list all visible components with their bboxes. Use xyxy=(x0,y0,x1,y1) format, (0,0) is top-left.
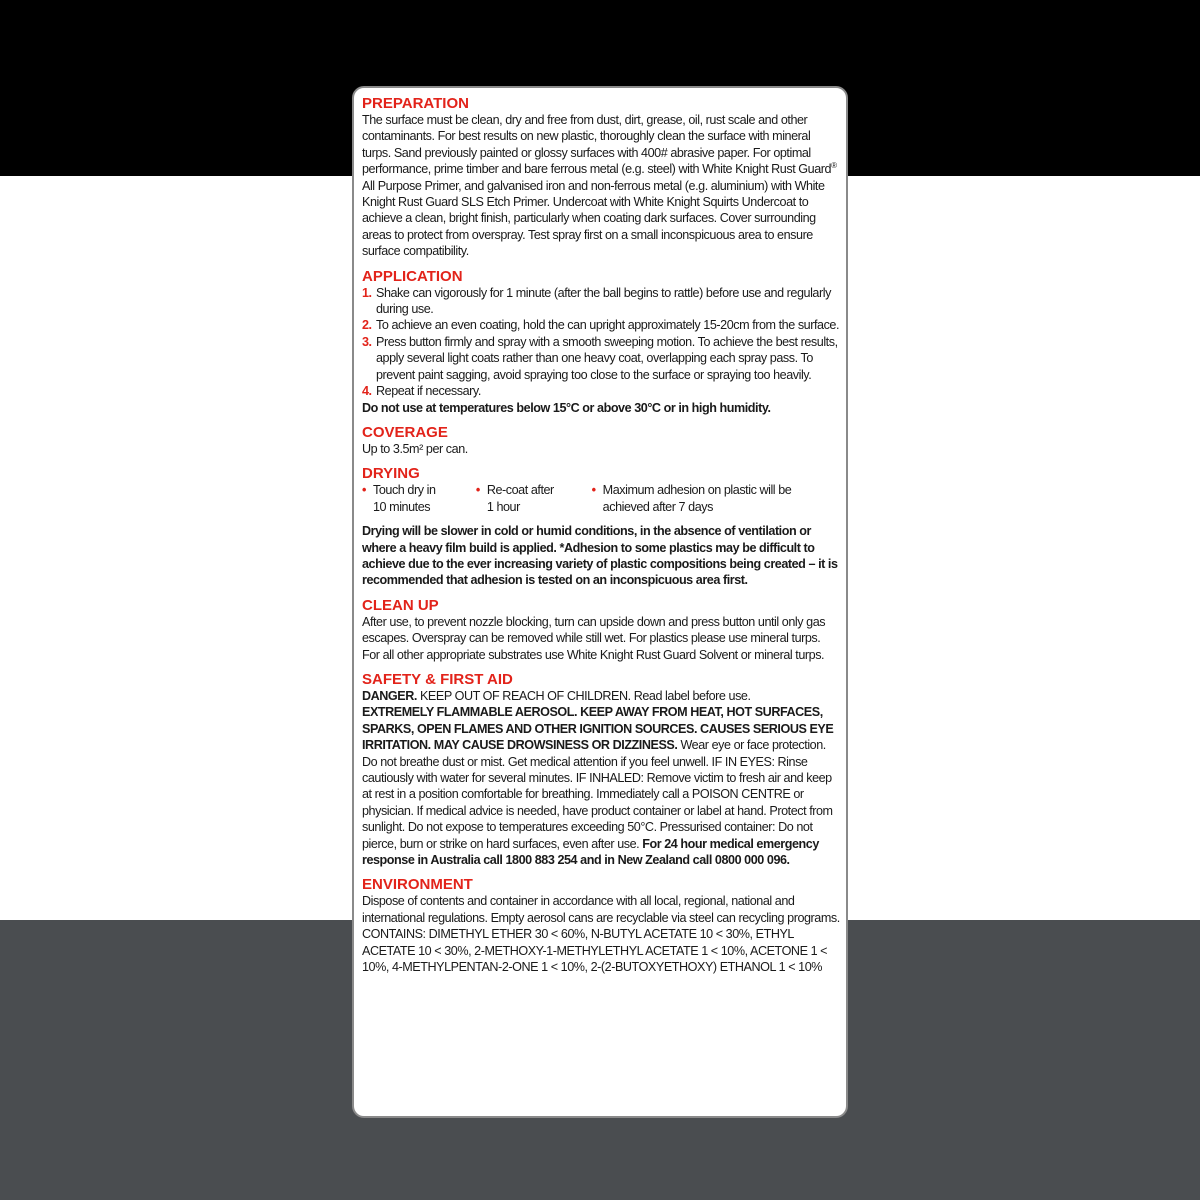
coverage-section xyxy=(362,425,840,457)
spacer xyxy=(362,515,840,523)
safety-section xyxy=(362,672,840,868)
drying-item-line: achieved after 7 days xyxy=(602,499,713,514)
preparation-heading: PREPARATION xyxy=(362,95,469,112)
drying-item-recoat xyxy=(476,482,592,515)
application-step xyxy=(362,383,840,399)
coverage-heading: COVERAGE xyxy=(362,423,448,441)
registered-mark: ® xyxy=(831,161,837,171)
environment-section xyxy=(362,877,840,975)
step-number: 1. xyxy=(362,285,372,300)
environment-heading: ENVIRONMENT xyxy=(362,876,473,894)
step-number: 3. xyxy=(362,334,372,349)
application-heading: APPLICATION xyxy=(362,267,463,285)
drying-item-line: Maximum adhesion on plastic will be xyxy=(602,483,792,498)
step-text: Repeat if necessary. xyxy=(376,384,481,399)
clean-up-heading: CLEAN UP xyxy=(362,596,439,614)
bullet-icon: • xyxy=(362,483,366,498)
application-step xyxy=(362,285,840,318)
drying-times xyxy=(362,482,840,515)
preparation-text-part-2: All Purpose Primer, and galvanised iron and non-ferrous metal (e.g. aluminium) with White Knight Rust Guard SLS Etch Primer. Undercoat with White Knight Squirts Undercoat to achieve a clean, bright finish, particularly when coating dark surfaces. Cover surrounding areas to protect from overspray. Test spray first on a small inconspicuous area to ensure surface compatibility. xyxy=(362,178,825,259)
application-steps xyxy=(362,285,840,400)
drying-item-line: Touch dry in xyxy=(373,483,436,498)
step-text: Press button firmly and spray with a smooth sweeping motion. To achieve the best results, apply several light coats rather than one heavy coat, overlapping each spray pass. To prevent paint sagging, avoid spraying too close to the surface or spraying too heavily. xyxy=(376,334,838,382)
bullet-icon: • xyxy=(475,483,480,498)
step-text: Shake can vigorously for 1 minute (after the ball begins to rattle) before use and regularly during use. xyxy=(376,285,831,317)
application-step xyxy=(362,317,840,333)
safety-heading: SAFETY & FIRST AID xyxy=(362,670,513,688)
precaution-text: Wear eye or face protection. Do not breathe dust or mist. Get medical attention if you feel unwell. IF IN EYES: Rinse cautiously with water for several minutes. IF INHALED: Remove victim to fresh air and keep at rest in a position comfortable for breathing. Immediately call a POISON CENTRE or physician. If medical advice is needed, have product container or label at hand. Protect from sunlight. Do not expose to temperatures exceeding 50°C. Pressurised container: Do not pierce, burn or strike on hard surfaces, even after use. xyxy=(362,738,833,851)
application-step xyxy=(362,334,840,383)
bullet-icon: • xyxy=(591,483,596,498)
danger-signal-word: DANGER. xyxy=(362,688,417,703)
product-label-panel xyxy=(352,86,848,1118)
drying-heading: DRYING xyxy=(362,465,420,483)
application-section xyxy=(362,269,840,416)
drying-item-line: 1 hour xyxy=(486,499,520,514)
preparation-section xyxy=(362,96,840,260)
drying-item-max-adhesion xyxy=(592,482,840,515)
coverage-text: Up to 3.5m² per can. xyxy=(362,441,468,456)
keep-out-text: KEEP OUT OF REACH OF CHILDREN. Read label before use. xyxy=(416,688,751,703)
drying-item-line: 10 minutes xyxy=(373,499,431,514)
drying-item-touch-dry xyxy=(362,482,476,515)
step-number: 4. xyxy=(362,384,372,399)
drying-section xyxy=(362,466,840,588)
step-text: To achieve an even coating, hold the can upright approximately 15-20cm from the surface. xyxy=(376,318,840,333)
clean-up-text: After use, to prevent nozzle blocking, turn can upside down and press button until only gas escapes. Overspray can be removed while still wet. For plastics please use mineral turps. For all other appropriate substrates use White Knight Rust Guard Solvent or mineral turps. xyxy=(362,614,826,662)
environment-text: Dispose of contents and container in accordance with all local, regional, national and international regulations. Empty aerosol cans are recyclable via steel can recycling programs. xyxy=(362,894,840,925)
ingredients-text: CONTAINS: DIMETHYL ETHER 30 < 60%, N-BUTYL ACETATE 10 < 30%, ETHYL ACETATE 10 < 30%, 2-METHOXY-1-METHYLETHYL ACETATE 1 < 10%, ACETONE 1 < 10%, 4-METHYLPENTAN-2-ONE 1 < 10%, 2-(2-BUTOXYETHOXY) ETHANOL 1 < 10% xyxy=(362,927,828,975)
drying-note: Drying will be slower in cold or humid conditions, in the absence of ventilation or where a heavy film build is applied. *Adhesion to some plastics may be difficult to achieve due to the ever increasing variety of plastic compositions being created – it is recommended that adhesion is tested on an inconspicuous area first. xyxy=(362,524,838,588)
clean-up-section xyxy=(362,598,840,663)
preparation-text-part-1: The surface must be clean, dry and free from dust, dirt, grease, oil, rust scale and other contaminants. For best results on new plastic, thoroughly clean the surface with mineral turps. Sand previously painted or glossy surfaces with 400# abrasive paper. For optimal performance, prime timber and bare ferrous metal (e.g. steel) with White Knight Rust Guard xyxy=(362,113,832,177)
preparation-text xyxy=(362,112,840,260)
step-number: 2. xyxy=(362,318,372,333)
drying-item-line: Re-coat after xyxy=(486,483,554,498)
temperature-warning: Do not use at temperatures below 15°C or above 30°C or in high humidity. xyxy=(362,400,771,415)
hazard-statements: EXTREMELY FLAMMABLE AEROSOL. KEEP AWAY FROM HEAT, HOT SURFACES, SPARKS, OPEN FLAMES AND OTHER IGNITION SOURCES. CAUSES SERIOUS EYE IRRITATION. MAY CAUSE DROWSINESS OR DIZZINESS. xyxy=(362,705,834,753)
safety-text xyxy=(362,688,840,868)
emergency-contact: For 24 hour medical emergency response in Australia call 1800 883 254 and in New Zealand call 0800 000 096. xyxy=(362,836,819,868)
